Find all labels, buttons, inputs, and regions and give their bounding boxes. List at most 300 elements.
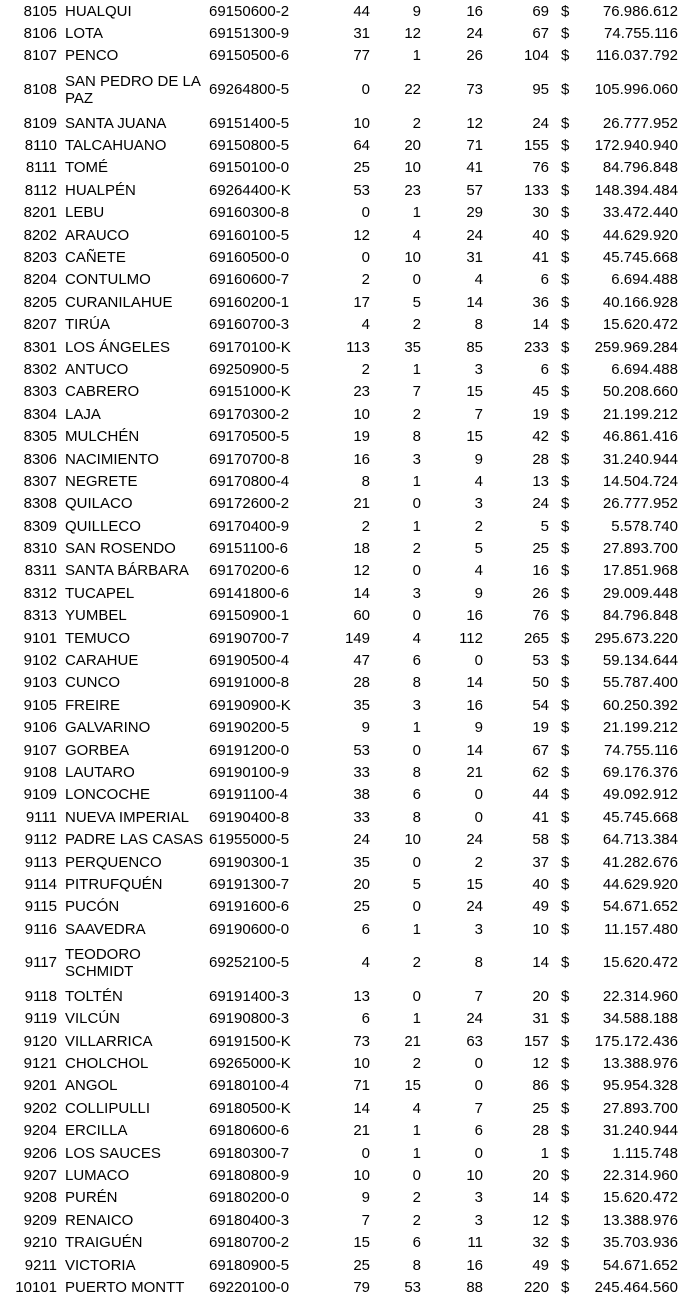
count-total: 32 (532, 1234, 549, 1252)
commune-code: 9108 (23, 763, 57, 781)
count-a: 12 (353, 226, 370, 244)
count-b: 0 (412, 495, 421, 513)
table-row (0, 806, 700, 828)
commune-code: 8107 (23, 47, 57, 65)
count-b: 2 (412, 1189, 421, 1207)
count-b: 8 (412, 1256, 421, 1274)
currency-symbol: $ (561, 428, 570, 446)
count-total: 44 (532, 786, 549, 804)
commune-name: LAUTARO (65, 763, 135, 781)
count-b: 1 (412, 360, 421, 378)
count-total: 6 (540, 360, 549, 378)
count-b: 9 (412, 2, 421, 20)
commune-code: 9121 (23, 1055, 57, 1073)
count-c: 0 (474, 1144, 483, 1162)
currency-symbol: $ (561, 181, 570, 199)
rut-number: 69180400-3 (209, 1211, 290, 1229)
commune-code: 9114 (24, 875, 57, 893)
rut-number: 69151300-9 (209, 25, 290, 43)
count-b: 0 (412, 1167, 421, 1185)
count-c: 24 (466, 1010, 483, 1028)
count-total: 76 (532, 607, 549, 625)
amount-value: 22.314.960 (602, 1167, 678, 1185)
table-row (0, 45, 700, 67)
count-a: 64 (353, 137, 370, 155)
count-b: 6 (412, 1234, 421, 1252)
commune-name: SAN ROSENDO (65, 540, 176, 558)
count-c: 9 (474, 450, 483, 468)
commune-code: 9109 (23, 786, 57, 804)
commune-code: 9118 (24, 987, 57, 1005)
count-c: 2 (474, 853, 483, 871)
count-c: 24 (466, 831, 483, 849)
count-b: 0 (412, 987, 421, 1005)
currency-symbol: $ (561, 495, 570, 513)
table-row (0, 1097, 700, 1119)
count-a: 18 (353, 540, 370, 558)
commune-code: 9202 (23, 1099, 57, 1117)
count-b: 10 (404, 159, 421, 177)
commune-name: NACIMIENTO (65, 450, 159, 468)
count-a: 4 (361, 316, 370, 334)
rut-number: 69180700-2 (209, 1234, 290, 1252)
table-row (0, 605, 700, 627)
amount-value: 5.578.740 (611, 517, 678, 535)
commune-name: YUMBEL (65, 607, 127, 625)
count-total: 49 (532, 898, 549, 916)
commune-code: 8112 (24, 181, 57, 199)
commune-name: PITRUFQUÉN (65, 875, 163, 893)
amount-value: 44.629.920 (602, 226, 678, 244)
count-a: 14 (353, 584, 370, 602)
table-row (0, 112, 700, 134)
commune-code: 9209 (23, 1211, 57, 1229)
count-total: 45 (532, 383, 549, 401)
count-total: 40 (532, 226, 549, 244)
count-b: 3 (412, 584, 421, 602)
count-b: 1 (412, 1010, 421, 1028)
currency-symbol: $ (561, 316, 570, 334)
table-row (0, 336, 700, 358)
commune-name: COLLIPULLI (65, 1099, 151, 1117)
count-b: 1 (412, 719, 421, 737)
rut-number: 69180100-4 (209, 1077, 290, 1095)
table-row (0, 425, 700, 447)
table-row (0, 291, 700, 313)
commune-name: TEMUCO (65, 629, 130, 647)
count-c: 4 (474, 472, 483, 490)
currency-symbol: $ (561, 1099, 570, 1117)
count-b: 2 (412, 954, 421, 972)
table-row (0, 784, 700, 806)
amount-value: 13.388.976 (602, 1055, 678, 1073)
count-a: 28 (353, 674, 370, 692)
table-row (0, 828, 700, 850)
commune-code: 9207 (23, 1167, 57, 1185)
commune-code: 8309 (23, 517, 57, 535)
count-total: 86 (532, 1077, 549, 1095)
table-row (0, 940, 700, 985)
count-a: 0 (361, 1144, 370, 1162)
table-row (0, 1075, 700, 1097)
commune-name: LEBU (65, 204, 105, 222)
commune-code: 9103 (23, 674, 57, 692)
commune-code: 8302 (23, 360, 57, 378)
commune-code: 8310 (23, 540, 57, 558)
commune-name: PERQUENCO (65, 853, 162, 871)
commune-name: LOTA (65, 25, 104, 43)
amount-value: 175.172.436 (594, 1032, 678, 1050)
rut-number: 69191400-3 (209, 987, 290, 1005)
count-c: 29 (466, 204, 483, 222)
count-total: 76 (532, 159, 549, 177)
count-total: 24 (532, 114, 549, 132)
count-c: 0 (474, 1055, 483, 1073)
commune-code: 9111 (25, 808, 57, 826)
count-total: 19 (532, 719, 549, 737)
commune-name: HUALQUI (65, 2, 132, 20)
count-total: 28 (532, 450, 549, 468)
commune-code: 8307 (23, 472, 57, 490)
commune-name: ANTUCO (65, 360, 129, 378)
commune-code: 8308 (23, 495, 57, 513)
count-c: 26 (466, 47, 483, 65)
rut-number: 69150500-6 (209, 47, 290, 65)
count-total: 28 (532, 1122, 549, 1140)
currency-symbol: $ (561, 249, 570, 266)
rut-number: 69170100-K (209, 338, 291, 356)
table-row (0, 22, 700, 44)
count-a: 19 (353, 428, 370, 446)
count-a: 8 (361, 472, 370, 490)
rut-number: 69264400-K (209, 181, 291, 199)
rut-number: 69180300-7 (209, 1144, 290, 1162)
table-row (0, 873, 700, 895)
amount-value: 21.199.212 (602, 719, 678, 737)
table-row (0, 1120, 700, 1142)
count-b: 8 (412, 428, 421, 446)
count-c: 3 (474, 920, 483, 938)
count-b: 21 (404, 1032, 421, 1050)
currency-symbol: $ (561, 652, 570, 670)
commune-name: TIRÚA (65, 316, 110, 334)
amount-value: 69.176.376 (602, 763, 678, 781)
currency-symbol: $ (561, 831, 570, 849)
count-a: 77 (353, 47, 370, 65)
count-total: 37 (532, 853, 549, 871)
amount-value: 49.092.912 (602, 786, 678, 804)
count-b: 10 (404, 249, 421, 266)
commune-code: 8311 (24, 562, 57, 580)
amount-value: 41.282.676 (602, 853, 678, 871)
commune-name: TALCAHUANO (65, 137, 167, 155)
count-a: 0 (361, 204, 370, 222)
commune-name: CABRERO (65, 383, 140, 401)
count-total: 1 (540, 1144, 549, 1162)
commune-name: QUILACO (65, 495, 133, 513)
count-a: 79 (353, 1278, 370, 1296)
count-total: 54 (532, 696, 549, 714)
count-c: 10 (466, 1167, 483, 1185)
count-total: 67 (532, 25, 549, 43)
count-total: 155 (523, 137, 549, 155)
count-b: 2 (412, 114, 421, 132)
count-a: 9 (361, 719, 370, 737)
commune-code: 9105 (23, 696, 57, 714)
amount-value: 13.388.976 (602, 1211, 678, 1229)
table-row (0, 1052, 700, 1074)
table-row (0, 717, 700, 739)
rut-number: 69180200-0 (209, 1189, 290, 1207)
count-total: 42 (532, 428, 549, 446)
count-c: 24 (466, 898, 483, 916)
amount-value: 6.694.488 (611, 360, 678, 378)
amount-value: 95.954.328 (602, 1077, 678, 1095)
count-c: 8 (474, 316, 483, 334)
count-total: 14 (532, 316, 549, 334)
table-row (0, 202, 700, 224)
currency-symbol: $ (561, 763, 570, 781)
amount-value: 35.703.936 (602, 1234, 678, 1252)
amount-value: 54.671.652 (602, 898, 678, 916)
currency-symbol: $ (561, 517, 570, 535)
currency-symbol: $ (561, 1211, 570, 1229)
amount-value: 21.199.212 (602, 405, 678, 423)
table-row (0, 851, 700, 873)
count-c: 57 (466, 181, 483, 199)
count-total: 13 (532, 472, 549, 490)
count-c: 6 (474, 1122, 483, 1140)
commune-code: 8105 (23, 2, 57, 20)
amount-value: 45.745.668 (602, 249, 678, 266)
currency-symbol: $ (561, 137, 570, 155)
currency-symbol: $ (561, 271, 570, 289)
rut-number: 69160100-5 (209, 226, 290, 244)
count-total: 14 (532, 954, 549, 972)
currency-symbol: $ (561, 472, 570, 490)
amount-value: 26.777.952 (602, 114, 678, 132)
amount-value: 46.861.416 (602, 428, 678, 446)
count-c: 0 (474, 808, 483, 826)
amount-value: 259.969.284 (594, 338, 678, 356)
commune-name: RENAICO (65, 1211, 134, 1229)
rut-number: 69170400-9 (209, 517, 290, 535)
count-c: 0 (474, 786, 483, 804)
count-c: 9 (474, 719, 483, 737)
count-a: 25 (353, 1256, 370, 1274)
amount-value: 74.755.116 (604, 25, 678, 43)
rut-number: 69190300-1 (209, 853, 290, 871)
count-total: 26 (532, 584, 549, 602)
table-row (0, 1254, 700, 1276)
commune-name: VILLARRICA (65, 1032, 153, 1050)
table-row (0, 224, 700, 246)
rut-number: 69190100-9 (209, 763, 290, 781)
count-total: 16 (532, 562, 549, 580)
count-c: 16 (466, 2, 483, 20)
count-a: 20 (353, 875, 370, 893)
count-c: 15 (466, 428, 483, 446)
count-c: 21 (466, 763, 483, 781)
count-b: 1 (412, 517, 421, 535)
currency-symbol: $ (561, 25, 570, 43)
commune-name: NEGRETE (65, 472, 138, 490)
table-row (0, 1232, 700, 1254)
count-b: 1 (412, 204, 421, 222)
count-c: 9 (474, 584, 483, 602)
count-a: 10 (353, 1167, 370, 1185)
count-a: 0 (361, 249, 370, 266)
commune-name: FREIRE (65, 696, 121, 714)
commune-name: LOS ÁNGELES (65, 338, 171, 356)
count-total: 19 (532, 405, 549, 423)
count-b: 1 (412, 472, 421, 490)
currency-symbol: $ (561, 1256, 570, 1274)
currency-symbol: $ (561, 47, 570, 65)
commune-name: LAJA (65, 405, 101, 423)
table-row (0, 694, 700, 716)
count-a: 23 (353, 383, 370, 401)
count-b: 23 (404, 181, 421, 199)
count-a: 0 (361, 81, 370, 99)
count-total: 69 (532, 2, 549, 20)
amount-value: 59.134.644 (602, 652, 678, 670)
count-b: 5 (412, 293, 421, 311)
count-a: 2 (361, 360, 370, 378)
amount-value: 17.851.968 (602, 562, 678, 580)
currency-symbol: $ (561, 954, 570, 972)
rut-number: 69150800-5 (209, 137, 290, 155)
count-a: 149 (344, 629, 370, 647)
currency-symbol: $ (561, 674, 570, 692)
count-a: 4 (361, 954, 370, 972)
commune-code: 8305 (23, 428, 57, 446)
table-row (0, 1008, 700, 1030)
count-a: 53 (353, 181, 370, 199)
amount-value: 295.673.220 (594, 629, 678, 647)
commune-name: SANTA JUANA (65, 114, 167, 132)
currency-symbol: $ (561, 405, 570, 423)
count-total: 25 (532, 1099, 549, 1117)
rut-number: 69150900-1 (209, 607, 290, 625)
count-c: 14 (466, 741, 483, 759)
commune-name: PADRE LAS CASAS (65, 831, 204, 849)
rut-number: 69191500-K (209, 1032, 291, 1050)
commune-name: TOLTÉN (65, 987, 123, 1005)
currency-symbol: $ (561, 584, 570, 602)
commune-code: 9106 (23, 719, 57, 737)
currency-symbol: $ (561, 875, 570, 893)
rut-number: 69141800-6 (209, 584, 290, 602)
rut-number: 69180500-K (209, 1099, 291, 1117)
count-c: 12 (466, 114, 483, 132)
currency-symbol: $ (561, 898, 570, 916)
commune-code: 9120 (23, 1032, 57, 1050)
count-b: 2 (412, 316, 421, 334)
count-b: 1 (412, 47, 421, 65)
commune-code: 8202 (23, 226, 57, 244)
rut-number: 69160300-8 (209, 204, 290, 222)
count-total: 62 (532, 763, 549, 781)
commune-name: CARAHUE (65, 652, 139, 670)
count-total: 6 (540, 271, 549, 289)
commune-code: 9119 (24, 1010, 57, 1028)
count-total: 25 (532, 540, 549, 558)
commune-code: 9102 (23, 652, 57, 670)
count-total: 58 (532, 831, 549, 849)
table-row (0, 1164, 700, 1186)
commune-code: 10101 (15, 1278, 57, 1296)
count-total: 12 (532, 1055, 549, 1073)
table-row (0, 515, 700, 537)
count-a: 9 (361, 1189, 370, 1207)
amount-value: 33.472.440 (602, 204, 678, 222)
count-b: 4 (412, 1099, 421, 1117)
count-a: 7 (361, 1211, 370, 1229)
currency-symbol: $ (561, 1032, 570, 1050)
currency-symbol: $ (561, 1055, 570, 1073)
amount-value: 84.796.848 (602, 607, 678, 625)
commune-code: 8203 (23, 249, 57, 266)
count-a: 31 (353, 25, 370, 43)
count-total: 50 (532, 674, 549, 692)
count-b: 3 (412, 450, 421, 468)
rut-number: 69250900-5 (209, 360, 290, 378)
currency-symbol: $ (561, 2, 570, 20)
table-row (0, 985, 700, 1007)
amount-value: 54.671.652 (602, 1256, 678, 1274)
commune-code: 8111 (25, 159, 57, 177)
count-c: 11 (467, 1234, 483, 1252)
count-a: 24 (353, 831, 370, 849)
currency-symbol: $ (561, 1122, 570, 1140)
currency-symbol: $ (561, 1144, 570, 1162)
count-a: 10 (353, 114, 370, 132)
commune-code: 9113 (24, 853, 57, 871)
commune-code: 8207 (23, 316, 57, 334)
commune-code: 9211 (24, 1256, 57, 1274)
currency-symbol: $ (561, 629, 570, 647)
commune-name: SAAVEDRA (65, 920, 146, 938)
count-a: 53 (353, 741, 370, 759)
currency-symbol: $ (561, 383, 570, 401)
rut-number: 69191100-4 (209, 786, 288, 804)
table-row (0, 739, 700, 761)
commune-code: 9112 (24, 831, 57, 849)
rut-number: 69191300-7 (209, 875, 290, 893)
count-a: 17 (353, 293, 370, 311)
commune-name: ERCILLA (65, 1122, 128, 1140)
amount-value: 172.940.940 (594, 137, 678, 155)
count-c: 71 (466, 137, 483, 155)
currency-symbol: $ (561, 450, 570, 468)
amount-value: 105.996.060 (594, 81, 678, 99)
rut-number: 69191000-8 (209, 674, 290, 692)
table-row (0, 560, 700, 582)
table-row (0, 179, 700, 201)
amount-value: 27.893.700 (602, 540, 678, 558)
rut-number: 69180600-6 (209, 1122, 290, 1140)
count-a: 44 (353, 2, 370, 20)
count-c: 14 (466, 674, 483, 692)
rut-number: 69190200-5 (209, 719, 290, 737)
count-b: 8 (412, 808, 421, 826)
count-total: 20 (532, 987, 549, 1005)
rut-number: 69191200-0 (209, 741, 290, 759)
currency-symbol: $ (561, 1189, 570, 1207)
commune-name: TRAIGUÉN (65, 1234, 143, 1252)
commune-code: 9201 (23, 1077, 57, 1095)
